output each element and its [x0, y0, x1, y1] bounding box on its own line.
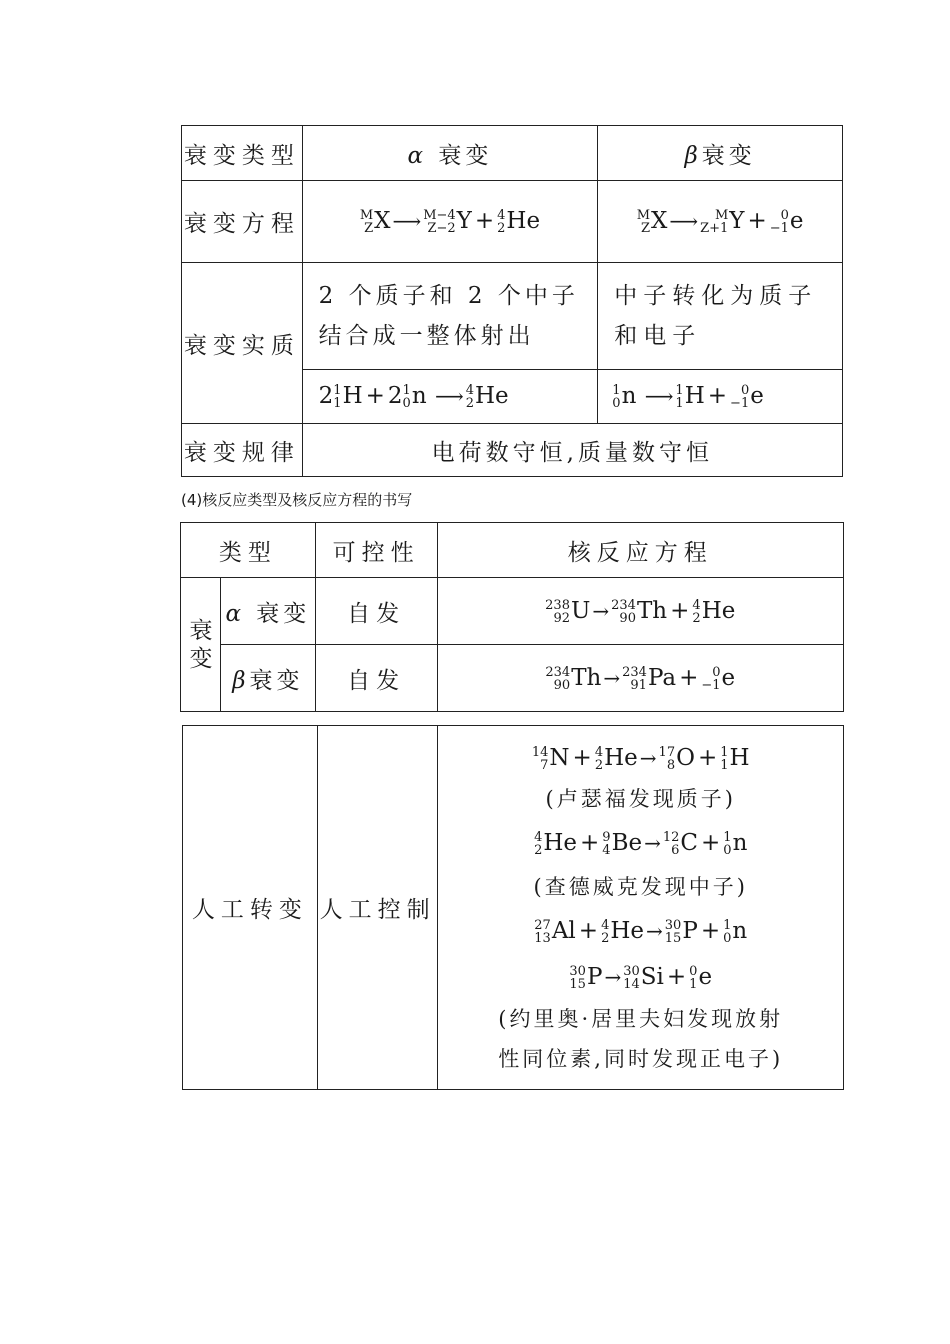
nuclide: [730, 383, 764, 409]
atomic-number: 92: [553, 610, 570, 626]
arrow: →: [592, 598, 610, 623]
atomic-number: 4: [602, 842, 611, 858]
mass-number: 1: [723, 917, 732, 933]
mass-number: 4: [692, 597, 701, 613]
atomic-number: 14: [623, 976, 640, 992]
atomic-number: 15: [569, 976, 586, 992]
alpha-essence-equation: 2 1 1 H + 2 1 0 n ⟶ 4 2 He: [302, 370, 598, 424]
note-joliot-curie-1: (约里奥·居里夫妇发现放射: [498, 1006, 784, 1031]
nuclide: [663, 830, 698, 856]
artificial-type: 人工转变: [183, 726, 318, 1090]
element-symbol: He: [543, 829, 578, 856]
element-symbol: O: [676, 744, 695, 771]
mass-number: M−4: [423, 208, 456, 223]
element-symbol: Pa: [647, 664, 677, 691]
element-symbol: He: [701, 597, 736, 624]
alpha-decay-equation: M Z X ⟶ M−4 Z−2 Y + 4 2 He: [302, 181, 598, 263]
equation-3: 27 13 Al + 4 2 He → 30 15 P + 1 0 n: [534, 917, 748, 946]
element-symbol: N: [549, 744, 570, 771]
arrow: →: [604, 964, 622, 989]
nuclide: [497, 208, 540, 234]
element-symbol: n: [411, 383, 427, 409]
equation-label: 衰变方程: [182, 181, 303, 263]
mass-number: 0: [780, 208, 789, 223]
element-symbol: Al: [551, 917, 576, 944]
alpha-control: 自发: [315, 578, 437, 645]
nuclide: [665, 918, 698, 944]
nuclide: [689, 964, 712, 990]
atomic-number: Z: [364, 221, 374, 236]
nuclide: [720, 745, 749, 771]
mass-number: 9: [602, 829, 611, 845]
atomic-number: 1: [689, 976, 698, 992]
beta-type: β衰变: [220, 645, 315, 712]
mass-number: 238: [545, 597, 570, 613]
element-symbol: C: [680, 829, 699, 856]
header-decay-type: 衰变类型: [182, 126, 303, 181]
nuclide: [659, 745, 695, 771]
mass-number: 30: [569, 963, 586, 979]
element-symbol: Be: [611, 829, 643, 856]
atomic-number: 0: [723, 842, 732, 858]
header-controllability: 可控性: [315, 523, 437, 578]
law-label: 衰变规律: [182, 424, 303, 477]
beta-essence-text: 中子转化为质子和电子: [598, 263, 843, 370]
alpha-row: [181, 578, 844, 645]
atomic-number: 2: [692, 610, 701, 626]
mass-number: 17: [658, 744, 676, 760]
mass-number: 234: [622, 664, 647, 680]
element-symbol: Th: [571, 664, 602, 691]
element-symbol: He: [506, 208, 541, 234]
nuclide: [612, 383, 636, 409]
beta-control: 自发: [315, 645, 437, 712]
mass-number: 234: [611, 597, 636, 613]
mass-number: M: [636, 208, 651, 223]
element-symbol: X: [374, 208, 391, 234]
atomic-number: 2: [594, 757, 604, 773]
equation-2: 4 2 He + 9 4 Be → 12 6 C + 1 0 n: [534, 829, 748, 858]
arrow: →: [639, 745, 657, 770]
beta-decay-equation: M Z X ⟶ M Z+1 Y + 0 −1 e: [598, 181, 843, 263]
equation-row: [182, 181, 843, 263]
mass-number: 30: [623, 963, 640, 979]
beta-row: [181, 645, 844, 712]
element-symbol: Y: [729, 208, 745, 234]
element-symbol: Y: [456, 208, 472, 234]
atomic-number: −1: [701, 677, 721, 693]
decay-comparison-table: [181, 125, 843, 477]
nuclide: [545, 665, 601, 691]
mass-number: 1: [333, 383, 342, 398]
beta-equation: 234 90 Th → 234 91 Pa + 0 −1 e: [437, 645, 843, 712]
header-beta-decay: [598, 126, 843, 181]
atomic-number: −1: [730, 396, 750, 411]
element-symbol: n: [732, 917, 748, 944]
atomic-number: 2: [601, 930, 610, 946]
nuclide: [675, 383, 704, 409]
element-symbol: e: [789, 208, 804, 234]
atomic-number: 13: [534, 930, 551, 946]
alpha-equation: 238 92 U → 234 90 Th + 4 2 He: [437, 578, 843, 645]
element-symbol: n: [621, 383, 637, 409]
atomic-number: 1: [675, 396, 684, 411]
atomic-number: Z−2: [427, 221, 456, 236]
nuclide: [602, 830, 642, 856]
section-caption: (4)核反应类型及核反应方程的书写: [181, 491, 413, 509]
mass-number: 4: [594, 744, 604, 760]
mass-number: 1: [720, 744, 729, 760]
mass-number: 4: [601, 917, 610, 933]
atomic-number: 2: [465, 396, 474, 411]
alpha-word: 衰变: [438, 142, 493, 169]
mass-number: 0: [740, 383, 750, 398]
artificial-row: [183, 726, 844, 1090]
nuclide: [403, 383, 427, 409]
atomic-number: 0: [402, 396, 411, 411]
element-symbol: H: [729, 744, 750, 771]
artificial-equations: [438, 726, 844, 1090]
arrow: →: [646, 918, 663, 943]
nuclide: [700, 208, 744, 234]
mass-number: 1: [723, 829, 732, 845]
element-symbol: H: [684, 383, 705, 409]
atomic-number: 90: [619, 610, 636, 626]
nuclide: [534, 918, 576, 944]
atomic-number: 0: [723, 930, 732, 946]
mass-number: 30: [664, 917, 682, 933]
atomic-number: 1: [720, 757, 729, 773]
nuclide: [723, 830, 747, 856]
decay-group-label: 衰变: [181, 578, 221, 712]
beta-essence-equation: 1 0 n ⟶ 1 1 H + 0 −1 e: [598, 370, 843, 424]
nuclide: [545, 598, 590, 624]
header-alpha-decay: [302, 126, 598, 181]
element-symbol: P: [586, 963, 603, 990]
mass-number: 1: [675, 383, 684, 398]
arrow: ⟶: [638, 384, 674, 408]
artificial-control: 人工控制: [317, 726, 438, 1090]
element-symbol: e: [698, 963, 713, 990]
header-row: [182, 126, 843, 181]
mass-number: 0: [712, 664, 721, 680]
note-rutherford: (卢瑟福发现质子): [545, 786, 736, 811]
mass-number: M: [714, 208, 729, 223]
law-row: [182, 424, 843, 477]
arrow: →: [603, 665, 621, 690]
nuclide: [692, 598, 735, 624]
atomic-number: 0: [612, 396, 621, 411]
atomic-number: Z: [640, 221, 651, 236]
element-symbol: e: [750, 383, 764, 409]
nuclide: [637, 208, 668, 234]
artificial-transmutation-table: [182, 725, 844, 1090]
element-symbol: H: [342, 383, 363, 409]
mass-number: 4: [465, 383, 474, 398]
element-symbol: Th: [636, 597, 668, 624]
note-chadwick: (查德威克发现中子): [533, 874, 748, 899]
equation-1: 14 7 N + 4 2 He → 17 8 O + 1 1 H: [531, 744, 750, 773]
alpha-symbol: α: [407, 142, 428, 169]
atomic-number: 1: [333, 396, 342, 411]
element-symbol: P: [682, 917, 698, 944]
arrow: ⟶: [428, 384, 464, 408]
mass-number: 12: [662, 829, 680, 845]
nuclide: [569, 964, 602, 990]
atomic-number: 15: [664, 930, 682, 946]
mass-number: 4: [534, 829, 543, 845]
nuclide: [466, 383, 509, 409]
atomic-number: 6: [671, 842, 680, 858]
beta-word: 衰变: [701, 142, 756, 169]
element-symbol: Si: [640, 963, 664, 990]
element-symbol: He: [604, 744, 638, 771]
nuclide: [701, 665, 735, 691]
header-equation: 核反应方程: [437, 523, 843, 578]
header-type: 类型: [181, 523, 316, 578]
atomic-number: −1: [769, 221, 789, 236]
nuclide: [723, 918, 747, 944]
mass-number: 234: [545, 664, 571, 680]
mass-number: M: [359, 208, 374, 223]
nuclide: [622, 665, 676, 691]
mass-number: 27: [534, 917, 551, 933]
atomic-number: 91: [630, 677, 647, 693]
atomic-number: 2: [534, 842, 543, 858]
mass-number: 4: [497, 208, 506, 223]
nuclide: [534, 830, 577, 856]
nuclide: [333, 383, 362, 409]
mass-number: 1: [402, 383, 411, 398]
atomic-number: 8: [666, 757, 676, 773]
nuclide: [595, 745, 638, 771]
arrow: ⟶: [669, 209, 699, 233]
mass-number: 14: [531, 744, 549, 760]
mass-number: 0: [689, 963, 698, 979]
element-symbol: e: [721, 664, 736, 691]
atomic-number: 7: [540, 757, 549, 773]
atomic-number: 90: [553, 677, 571, 693]
alpha-type: α 衰变: [220, 578, 315, 645]
nuclide: [623, 964, 664, 990]
nuclide: [360, 208, 391, 234]
element-symbol: He: [474, 383, 509, 409]
element-symbol: n: [732, 829, 748, 856]
alpha-essence-text: 2 个质子和 2 个中子结合成一整体射出: [302, 263, 598, 370]
arrow: →: [644, 830, 661, 855]
nuclide: [532, 745, 570, 771]
element-symbol: He: [610, 917, 645, 944]
note-joliot-curie-2: 性同位素,同时发现正电子): [498, 1046, 784, 1071]
nuclide: [601, 918, 644, 944]
header-row: [181, 523, 844, 578]
arrow: ⟶: [392, 209, 422, 233]
essence-label: 衰变实质: [182, 263, 303, 424]
nuclide: [611, 598, 667, 624]
beta-symbol: β: [684, 142, 702, 169]
nuclide: [423, 208, 472, 234]
element-symbol: X: [651, 208, 668, 234]
element-symbol: U: [570, 597, 591, 624]
law-text: 电荷数守恒,质量数守恒: [302, 424, 842, 477]
essence-text-row: [182, 263, 843, 370]
nuclear-reaction-table: [180, 522, 844, 712]
equation-4: 30 15 P → 30 14 Si + 0 1 e: [569, 963, 713, 992]
nuclide: [770, 208, 804, 234]
atomic-number: 2: [497, 221, 506, 236]
atomic-number: Z+1: [700, 221, 729, 236]
mass-number: 1: [612, 383, 621, 398]
